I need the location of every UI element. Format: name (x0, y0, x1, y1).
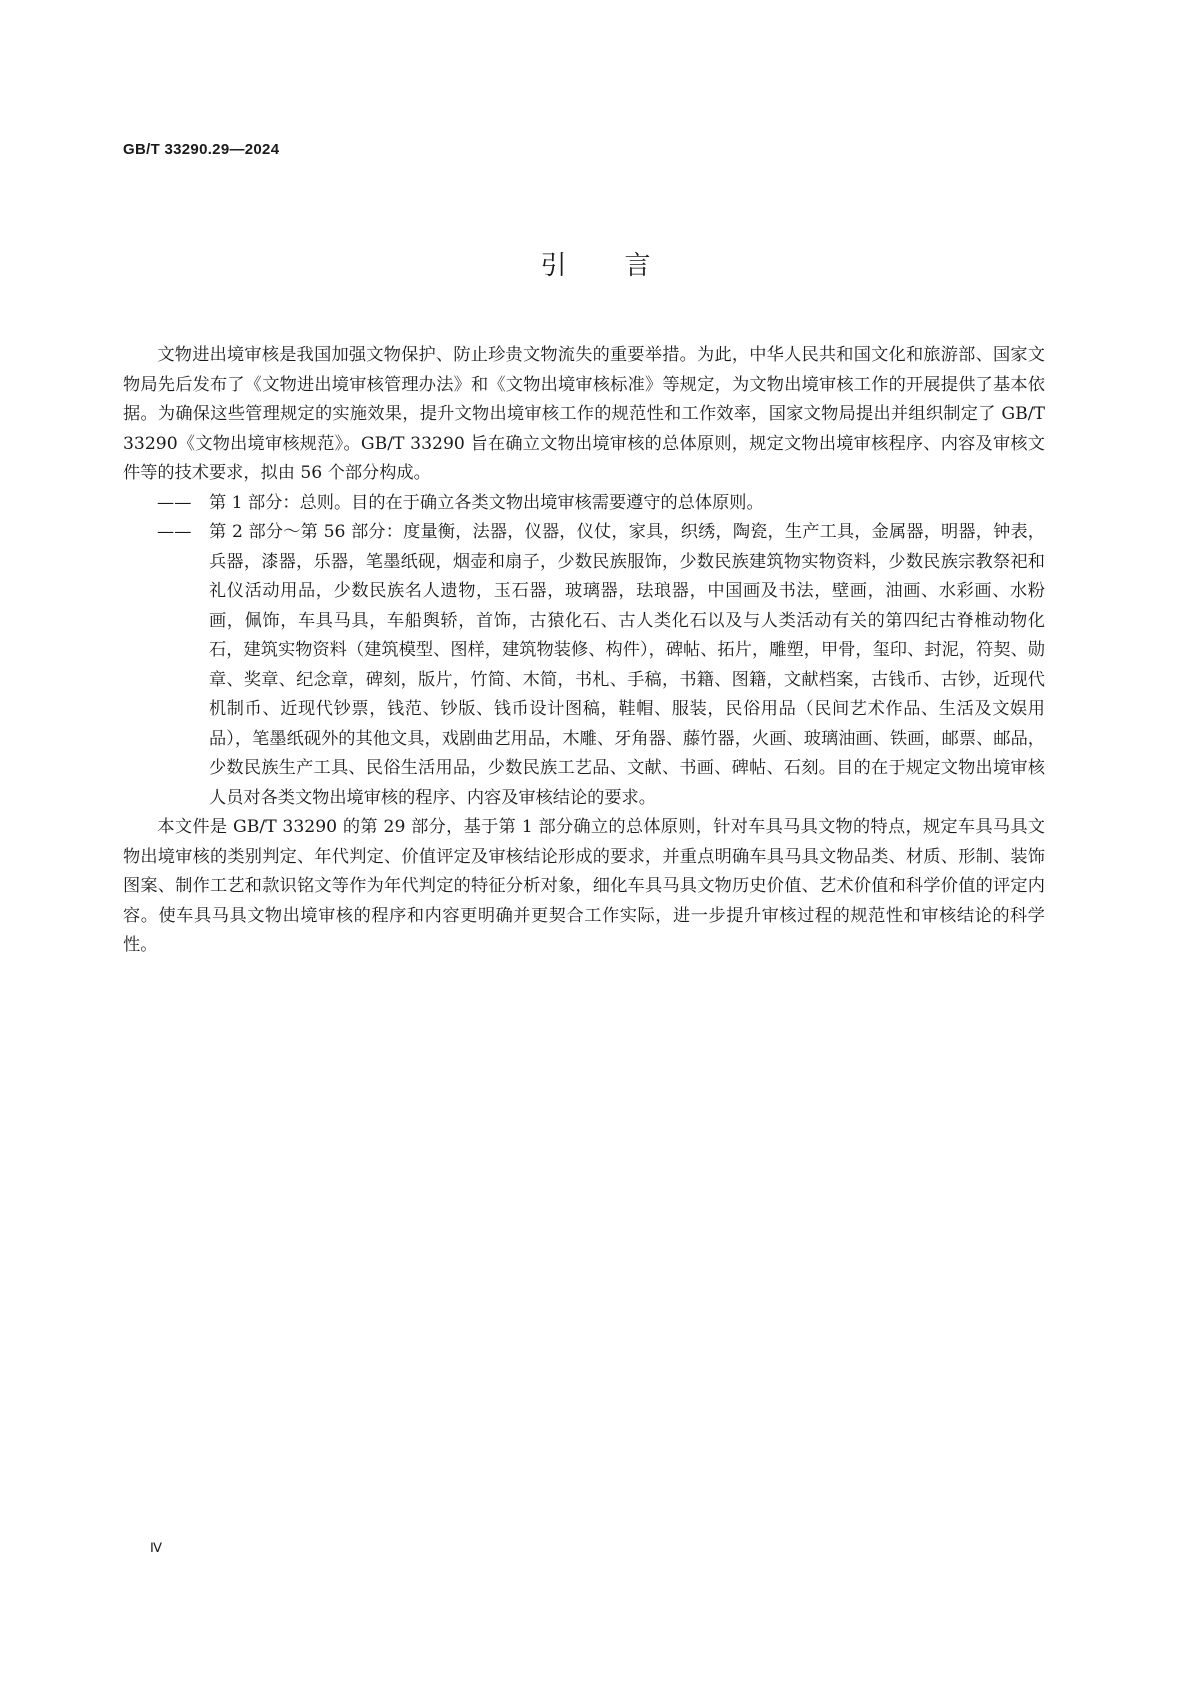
list-item (123, 489, 1045, 519)
list-dash: —— (157, 492, 192, 513)
list-item-text: 第 2 部分～第 56 部分：度量衡，法器，仪器，仪仗，家具，织绣，陶瓷，生产工具，金属器，明器，钟表，兵器，漆器，乐器，笔墨纸砚，烟壶和扇子，少数民族服饰，少数民族建筑物实物资料，少数民族宗教祭祀和礼仪活动用品，少数民族名人遗物，玉石器，玻璃器，珐琅器，中国画及书法，壁画，油画、水彩画、水粉画，佩饰，车具马具，车船舆轿，首饰，古猿化石、古人类化石以及与人类活动有关的第四纪古脊椎动物化石，建筑实物资料（建筑模型、图样，建筑物装修、构件），碑帖、拓片，雕塑，甲骨，玺印、封泥，符契、勋章、奖章、纪念章，碑刻，版片，竹简、木简，书札、手稿，书籍、图籍，文献档案，古钱币、古钞，近现代机制币、近现代钞票，钱范、钞版、钱币设计图稿，鞋帽、服装，民俗用品（民间艺术作品、生活及文娱用品），笔墨纸砚外的其他文具，戏剧曲艺用品，木雕、牙角器、藤竹器，火画、玻璃油画、铁画，邮票、邮品，少数民族生产工具、民俗生活用品，少数民族工艺品、文献、书画、碑帖、石刻。目的在于规定文物出境审核人员对各类文物出境审核的程序、内容及审核结论的要求。 (209, 522, 1045, 808)
page-title: 引言 (540, 251, 709, 281)
page-number: Ⅳ (150, 1540, 162, 1555)
closing-paragraph: 本文件是 GB/T 33290 的第 29 部分，基于第 1 部分确立的总体原则，针对车具马具文物的特点，规定车具马具文物出境审核的类别判定、年代判定、价值评定及审核结论形成的要求，并重点明确车具马具文物品类、材质、形制、装饰图案、制作工艺和款识铭文等作为年代判定的特征分析对象，细化车具马具文物历史价值、艺术价值和科学价值的评定内容。使车具马具文物出境审核的程序和内容更明确并更契合工作实际，进一步提升审核过程的规范性和审核结论的科学性。 (123, 817, 1045, 955)
list-item (123, 518, 1045, 813)
document-body (123, 341, 1045, 961)
list-dash: —— (157, 522, 192, 542)
document-number: GB/T 33290.29—2024 (123, 141, 280, 158)
list-item-text: 第 1 部分：总则。目的在于确立各类文物出境审核需要遵守的总体原则。 (209, 492, 764, 513)
intro-paragraph: 文物进出境审核是我国加强文物保护、防止珍贵文物流失的重要举措。为此，中华人民共和国文化和旅游部、国家文物局先后发布了《文物进出境审核管理办法》和《文物出境审核标准》等规定，为文物出境审核工作的开展提供了基本依据。为确保这些管理规定的实施效果，提升文物出境审核工作的规范性和工作效率，国家文物局提出并组织制定了 GB/T 33290《文物出境审核规范》。GB/T 33290 旨在确立文物出境审核的总体原则，规定文物出境审核程序、内容及审核文件等的技术要求，拟由 56 个部分构成。 (123, 345, 1045, 483)
